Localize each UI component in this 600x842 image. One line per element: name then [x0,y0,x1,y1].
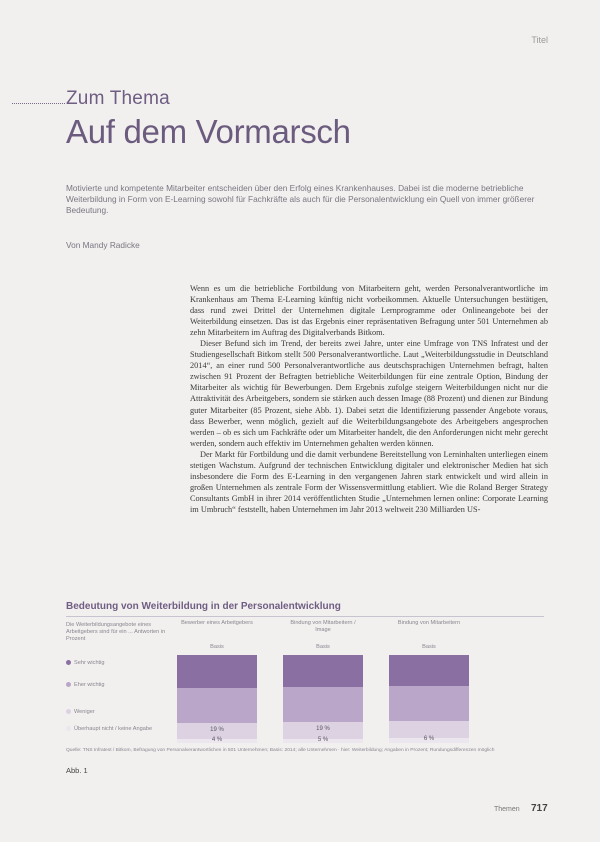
figure-source: Quelle: TNS Infratest / Bitkom, Befragung von Personalverantwortlichen in 501 Unternehmen; Basis: 2014; alle Unternehmen · hier: Weiterbildung; Angaben in Prozent; Rundungsdifferenzen möglich [66,748,495,753]
legend-label: Überhaupt nicht / keine Angabe [74,726,153,732]
figure-rule [66,616,544,617]
bar-segment-label: 19 % [316,726,330,733]
bar-segment-label: 5 % [317,736,329,743]
bar-segment-label: 19 % [210,727,224,734]
legend-label: Sehr wichtig [74,660,105,666]
legend-label: Weniger [74,709,95,715]
legend-item [66,660,166,666]
article-teaser: Motivierte und kompetente Mitarbeiter entscheiden über den Erfolg eines Krankenhauses. Dabei ist die moderne betriebliche Weiterbildung in Form von E-Learning sowohl für Fachkräfte als auch für die Personalentwicklung ein Quell von immer größerer Bedeutung. [66,183,535,215]
column-heading: Bewerber eines Arbeitgebers [181,620,253,626]
legend-item [66,682,166,688]
legend-swatch [66,709,71,714]
article-body [190,283,548,515]
legend-swatch [66,726,71,731]
dotted-leader [12,103,65,104]
column-heading: Bindung von Mitarbeitern / Image [290,620,356,633]
bar-segment [177,688,257,723]
legend-item [66,726,166,732]
legend-item [66,709,166,715]
section-tag: Titel [531,35,548,45]
bar-segment [389,721,469,738]
legend-swatch [66,660,71,665]
stacked-bar [283,655,363,743]
footer-section: Themen [494,806,520,813]
legend-label: Eher wichtig [74,682,105,688]
article-title: Auf dem Vormarsch [66,113,351,150]
bar-segment-label: 6 % [423,736,435,743]
bar-segment [283,687,363,722]
legend-heading: Die Weiterbildungsangebote eines Arbeitgebers sind für ein ... Antworten in Prozent [66,622,166,642]
stacked-bar [389,655,469,743]
legend-swatch [66,682,71,687]
page-number: 717 [531,803,548,814]
column-base: Basis [422,644,436,650]
body-paragraph: Dieser Befund sich im Trend, der bereits zwei Jahre, unter eine Umfrage von TNS Infratest und der Studiengesellschaft Bitkom stellt 500 Personalverantwortliche. Laut „Weiterbildungsstudie in Deutschland 2014“, an einer rund 500 Personalverantwortliche aus deutschsprachigen Unternehmen befragt, halten zwischen 91 Prozent der Befragten betriebliche Weiterbildungen für eine zentrale Option, Bindung der Mitarbeiter als wichtig für Bewerbungen. Dem Ergebnis zufolge steigern Weiterbildungen nicht nur die Attraktivität des Arbeitgebers, sondern sie stärken auch dessen Image (88 Prozent) und dienen zur Bindung guter Mitarbeiter (85 Prozent, siehe Abb. 1). Dabei setzt die Identifizierung passender Angebote voraus, dass Bewerber, wenn möglich, gezielt auf die Weiterbildungsangebote des Arbeitgebers angesprochen werden – ob es sich um Fachkräfte oder um Mitarbeiter handelt, die den Anforderungen nicht mehr gerecht werden, sondern auch effektiv im Unternehmen gehalten werden können. [190,339,548,448]
body-paragraph: Der Markt für Fortbildung und die damit verbundene Bereitstellung von Lerninhalten unterliegen einem stetigen Wachstum. Aufgrund der technischen Entwicklung digitaler und elektronischer Medien hat sich insbesondere die Form des E-Learning in den vergangenen Jahren stark entwickelt und wird allein in großen Unternehmen als zentrale Form der Wissensvermittlung etabliert. Wie die Roland Berger Strategy Consultants GmbH in ihrer 2014 veröffentlichten Studie „Unternehmen lernen online: Corporate Learning im Umbruch“ feststellt, haben Unternehmen im Jahr 2013 weltweit 230 Milliarden US- [190,449,548,514]
article-kicker: Zum Thema [66,88,170,109]
column-base: Basis [316,644,330,650]
stacked-bar [177,655,257,743]
body-paragraph: Wenn es um die betriebliche Fortbildung von Mitarbeitern geht, werden Personalverantwortliche im Krankenhaus am Thema E-Learning künftig nicht vorbeikommen. Aktuelle Untersuchungen bestätigen, dass rund zwei Drittel der Unternehmen digitale Lernprogramme oder Onlineangebote bei der Weiterbildung einsetzen. Das ist das Ergebnis einer repräsentativen Befragung unter 501 Unternehmen ab zehn Mitarbeitern im Auftrag des Digitalverbands Bitkom. [190,284,548,338]
bar-segment [389,686,469,721]
column-heading: Bindung von Mitarbeitern [397,620,461,626]
figure-label: Abb. 1 [66,766,88,775]
column-base: Basis [210,644,224,650]
figure-title: Bedeutung von Weiterbildung in der Personalentwicklung [66,601,341,612]
bar-segment [177,655,257,688]
bar-segment-label: 4 % [211,737,223,744]
article-author: Von Mandy Radicke [66,240,140,250]
bar-segment [283,655,363,687]
bar-segment [389,655,469,686]
